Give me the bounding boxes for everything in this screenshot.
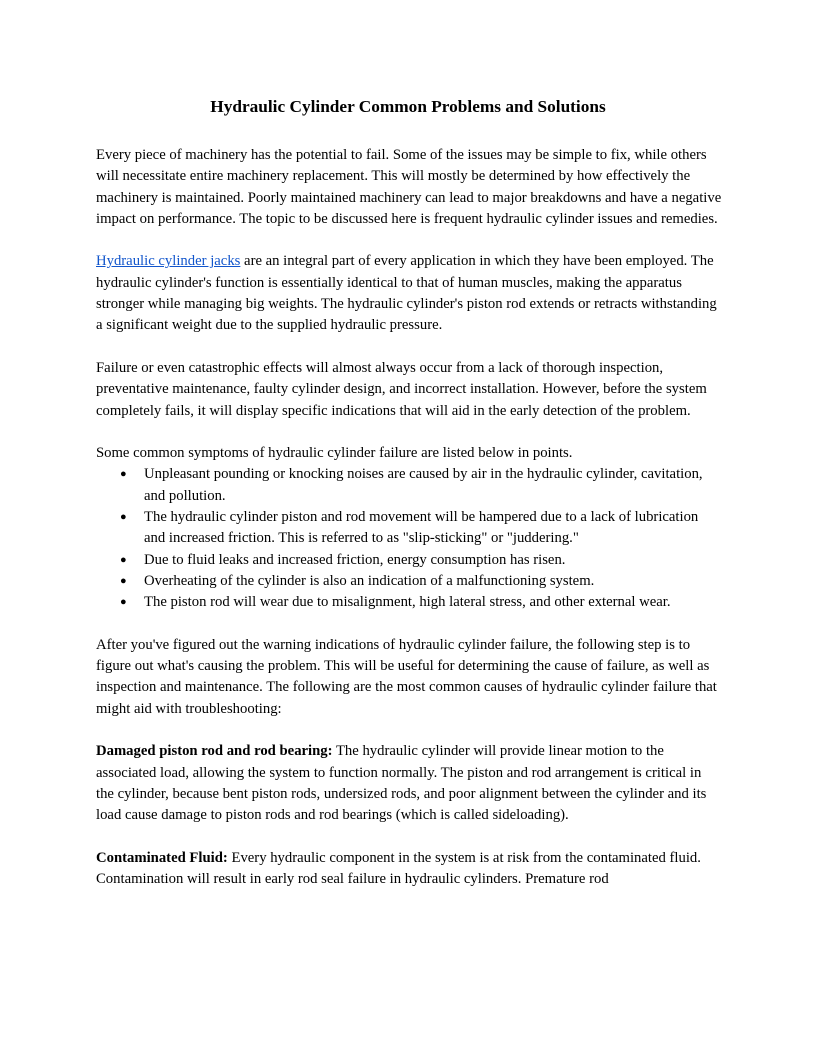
list-item: ● The hydraulic cylinder piston and rod movement will be hampered due to a lack of lubrication and increased friction. This is referred to as "slip-sticking" or "juddering." [144,507,722,550]
cause-piston-rod-heading: Damaged piston rod and rod bearing: [96,743,333,760]
document-title: Hydraulic Cylinder Common Problems and Solutions [210,97,606,116]
symptoms-intro: Some common symptoms of hydraulic cylinder failure are listed below in points. [96,445,573,462]
list-item: ● Due to fluid leaks and increased friction, energy consumption has risen. [144,550,722,571]
symptoms-list [96,464,722,613]
hydraulic-cylinder-jacks-link[interactable]: Hydraulic cylinder jacks [96,253,241,270]
causes-intro-paragraph: After you've figured out the warning indications of hydraulic cylinder failure, the following step is to figure out what's causing the problem. This will be useful for determining the cause of failure, as well as inspection and maintenance. The following are the most common causes of hydraulic cylinder failure that might aid with troubleshooting: [96,636,717,717]
cause-piston-rod-text: The hydraulic cylinder will provide linear motion to the associated load, allowing the system to function normally. The piston and rod arrangement is critical in the cylinder, because bent piston rods, undersized rods, and poor alignment between the cylinder and its load cause damage to piston rods and rod bearings (which is called sideloading). [96,743,707,824]
failure-paragraph: Failure or even catastrophic effects will almost always occur from a lack of thorough inspection, preventative maintenance, faulty cylinder design, and incorrect installation. However, before the system completely fails, it will display specific indications that will aid in the early detection of the problem. [96,359,707,419]
list-item: ● Unpleasant pounding or knocking noises are caused by air in the hydraulic cylinder, cavitation, and pollution. [144,464,722,507]
cause-piston-rod [96,741,722,826]
cause-contaminated-fluid [96,848,722,891]
intro-paragraph: Every piece of machinery has the potential to fail. Some of the issues may be simple to fix, while others will necessitate entire machinery replacement. This will mostly be determined by how effectively the machinery is maintained. Poorly maintained machinery can lead to major breakdowns and have a negative impact on performance. The topic to be discussed here is frequent hydraulic cylinder issues and remedies. [96,147,722,227]
cause-contaminated-fluid-heading: Contaminated Fluid: [96,849,228,866]
cause-contaminated-fluid-text: Every hydraulic component in the system is at risk from the contaminated fluid. Contamination will result in early rod seal failure in hydraulic cylinders. Premature rod [96,849,701,888]
list-item: ● Overheating of the cylinder is also an indication of a malfunctioning system. [144,571,722,592]
list-item: ● The piston rod will wear due to misalignment, high lateral stress, and other external wear. [144,592,722,613]
jacks-paragraph-text: are an integral part of every application in which they have been employed. The hydraulic cylinder's function is essentially identical to that of human muscles, making the apparatus stronger while managing big weights. The hydraulic cylinder's piston rod extends or retracts withstanding a significant weight due to the supplied hydraulic pressure. [96,253,717,334]
document-body [96,145,722,912]
jacks-paragraph [96,251,722,336]
